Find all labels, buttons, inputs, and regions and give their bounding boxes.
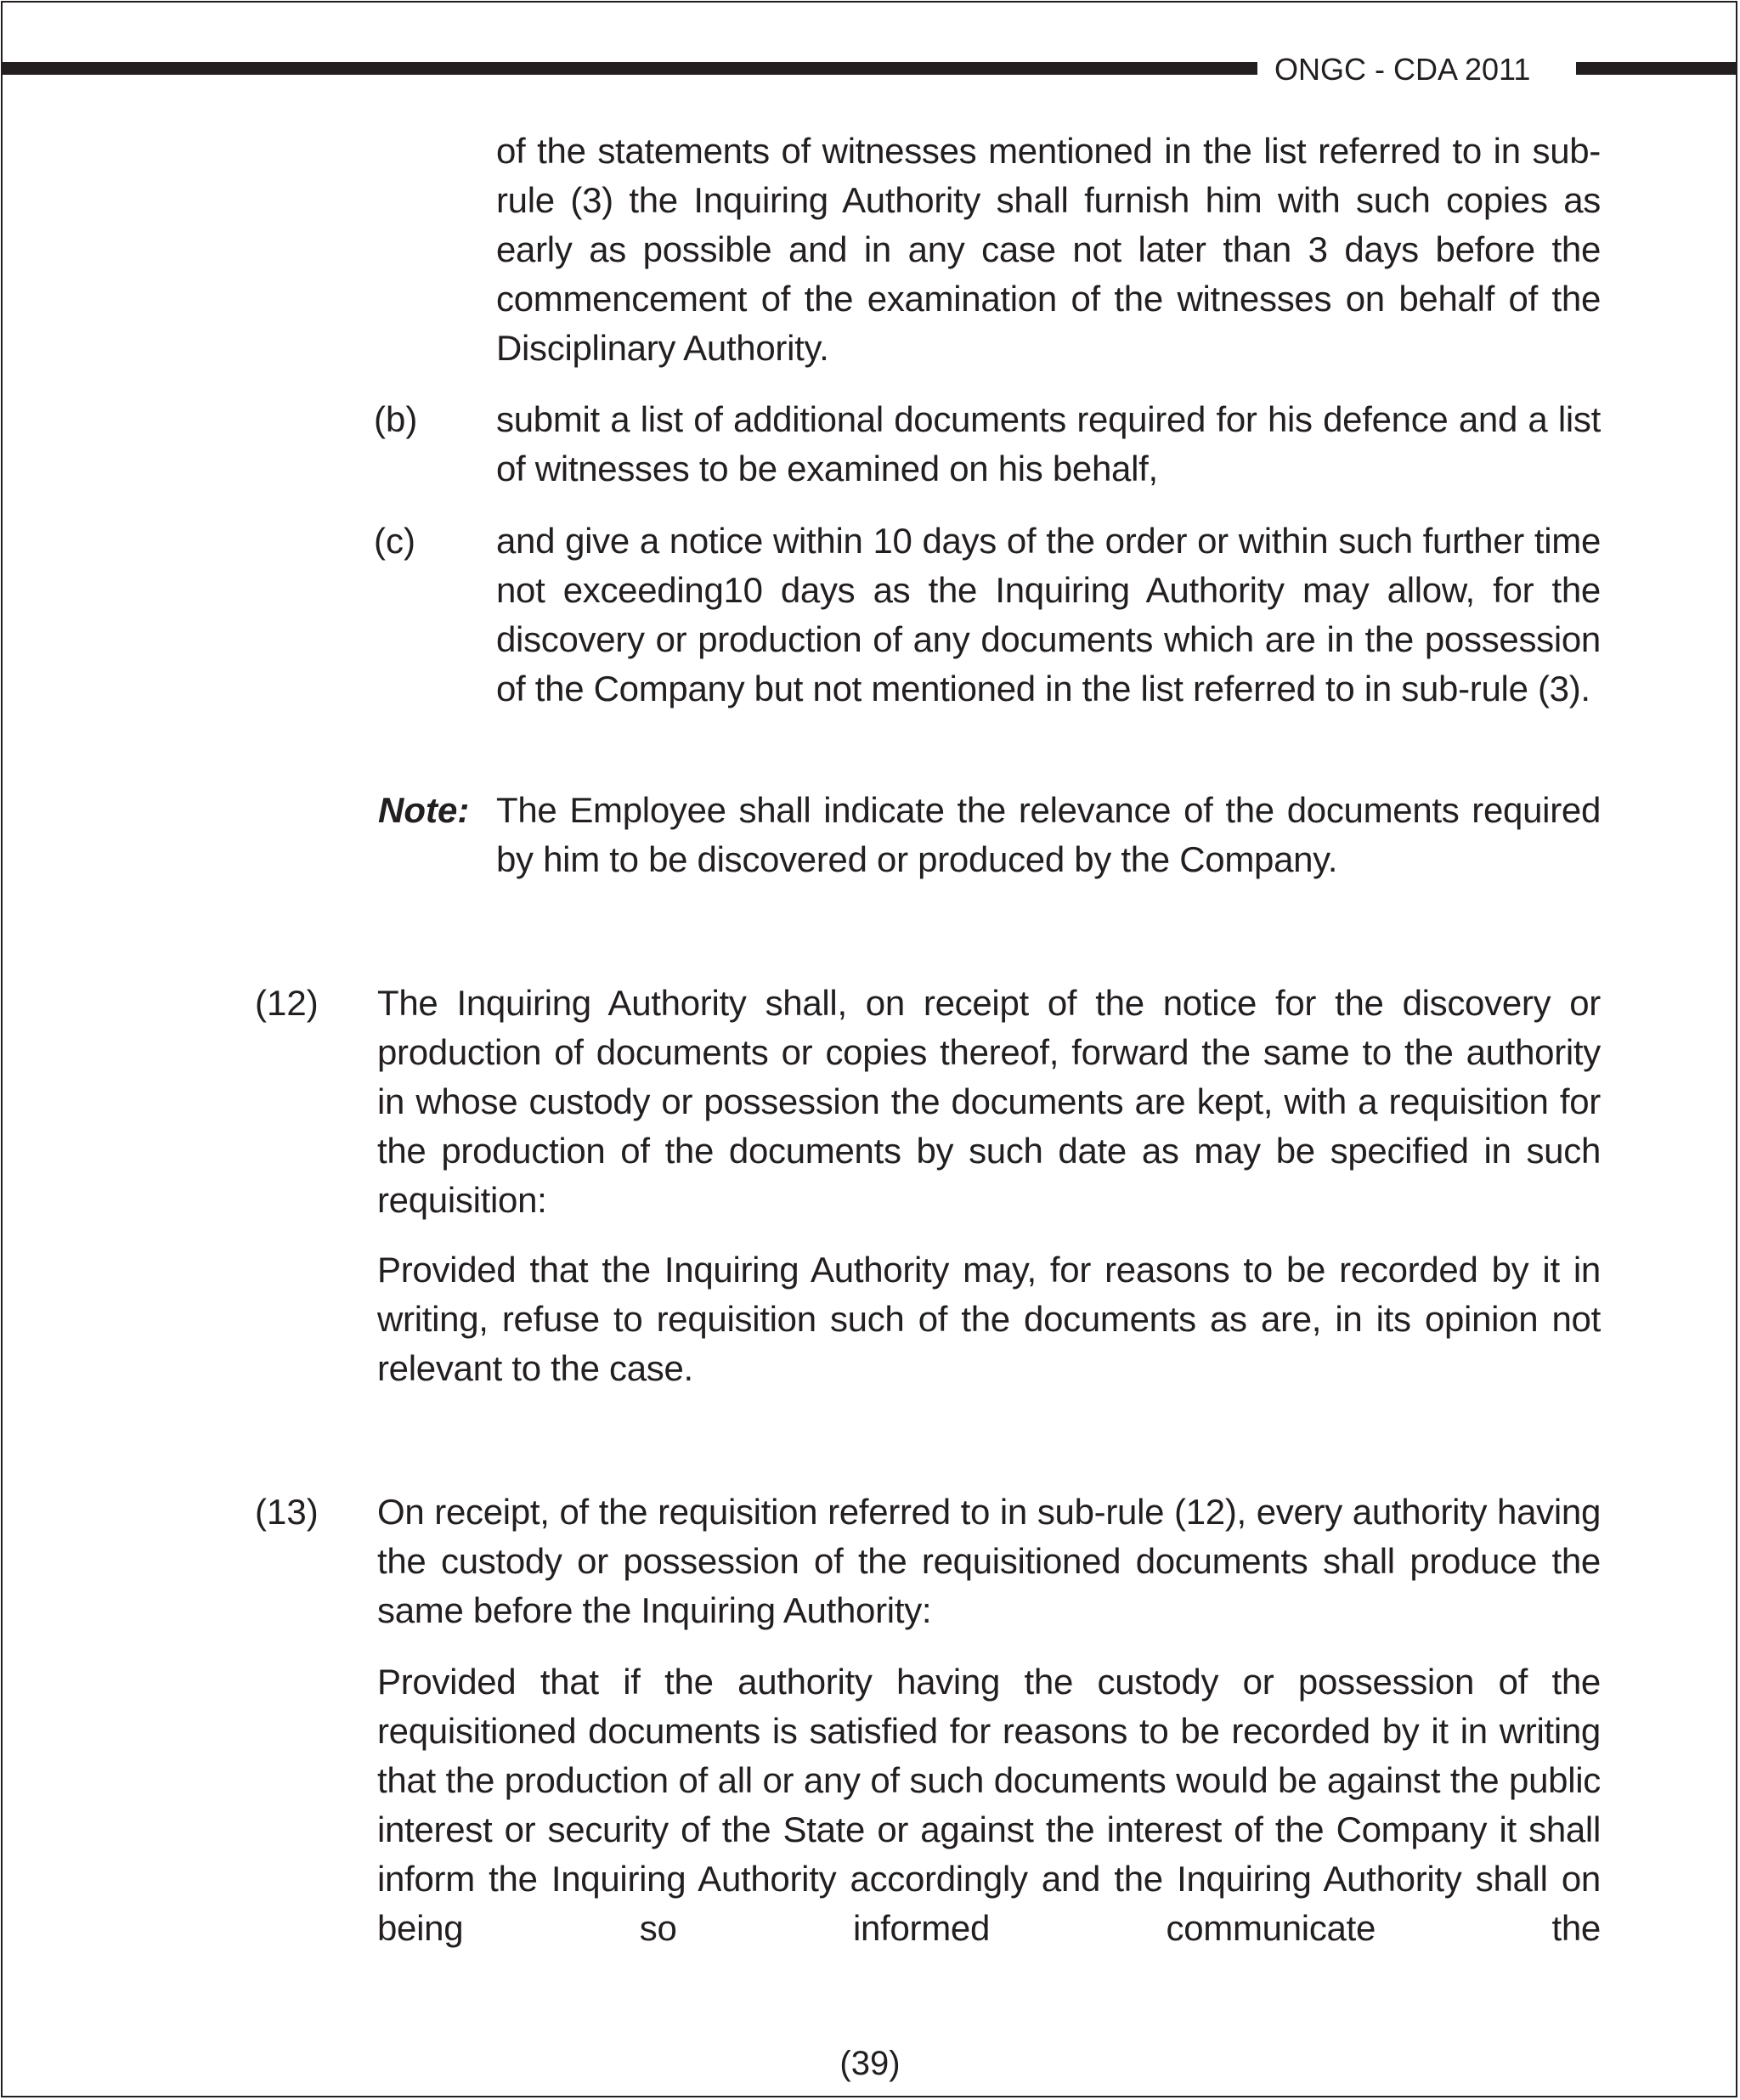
rule-13-number: (13) [255, 1492, 319, 1532]
item-b-marker: (b) [374, 399, 418, 439]
rule-12-text: The Inquiring Authority shall, on receipt of the notice for the discovery or production of documents or copies thereof, forward the same to the authority in whose custody or possession the documents are kept, with a requisition for the production of the documents by such date as may be specified in such requisition: [377, 983, 1601, 1220]
note-marker: Note: [378, 790, 470, 830]
page-number: (39) [839, 2045, 901, 2082]
continuation-paragraph: of the statements of witnesses mentioned in the list referred to in sub-rule (3) the Inquiring Authority shall furnish him with such copies as early as possible and in any case not later than 3 days before the commencement of the examination of the witnesses on behalf of the Disciplinary Authority. [496, 131, 1601, 368]
note-text: The Employee shall indicate the relevance of the documents required by him to be discovered or produced by the Company. [496, 790, 1601, 879]
item-c-text: and give a notice within 10 days of the order or within such further time not exceeding10 days as the Inquiring Authority may allow, for the discovery or production of any documents which are in the possession of the Company but not mentioned in the list referred to in sub-rule (3). [496, 521, 1601, 708]
item-c-marker: (c) [374, 521, 415, 561]
header-rule-left [3, 62, 1257, 75]
rule-12-number: (12) [255, 983, 319, 1023]
rule-13-text: On receipt, of the requisition referred to in sub-rule (12), every authority having the custody or possession of the requisitioned documents shall produce the same before the Inquiring Authority: [377, 1492, 1601, 1630]
header-rule-right [1576, 62, 1737, 75]
header-title: ONGC - CDA 2011 [1274, 52, 1531, 87]
item-b-text: submit a list of additional documents required for his defence and a list of witnesses to be examined on his behalf, [496, 399, 1601, 488]
rule-12-proviso: Provided that the Inquiring Authority may, for reasons to be recorded by it in writing, refuse to requisition such of the documents as are, in its opinion not relevant to the case. [377, 1250, 1601, 1388]
rule-13-proviso: Provided that if the authority having the custody or possession of the requisitioned documents is satisfied for reasons to be recorded by it in writing that the production of all or any of such documents would be against the public interest or security of the State or against the interest of the Company it shall inform the Inquiring Authority accordingly and the Inquiring Authority shall on being so informed communicate the [377, 1662, 1601, 1948]
